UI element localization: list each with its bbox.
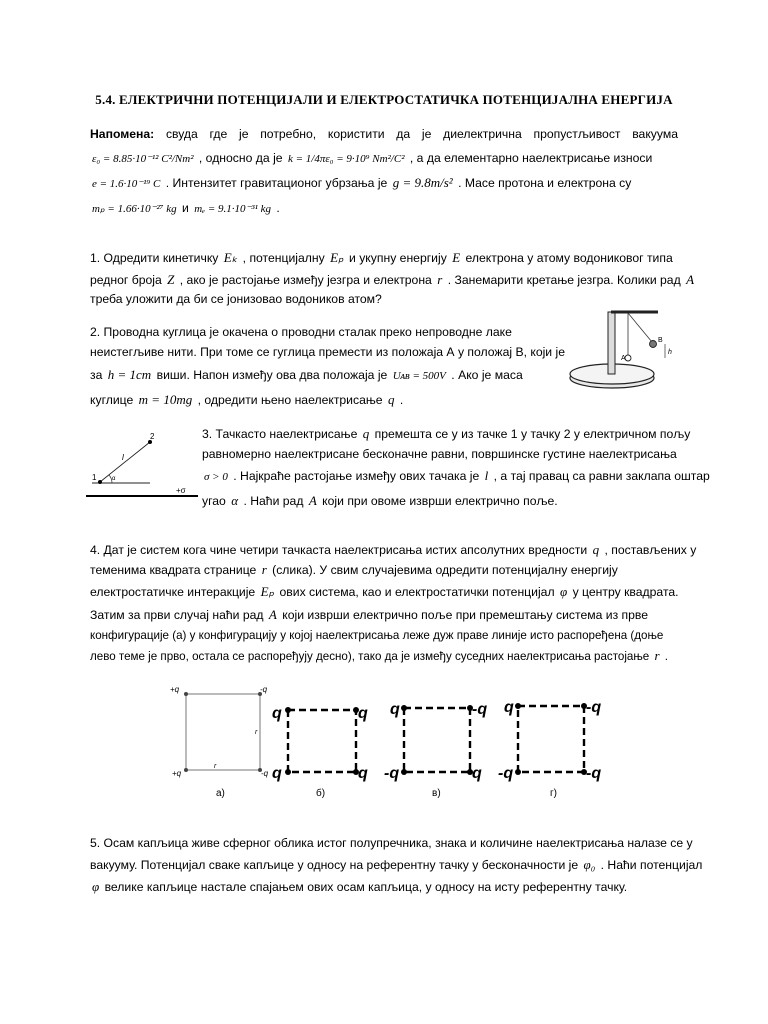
- square-v: [384, 701, 487, 799]
- svg-text:в): в): [432, 788, 441, 799]
- note-line-3: e = 1.6·10⁻¹⁹ C . Интензитет гравитационог убрзања је g = 9.8m/s² . Масе протона и електрона су: [92, 175, 632, 190]
- svg-text:-q: -q: [260, 685, 268, 694]
- note-line-4: mₚ = 1.66·10⁻²⁷ kg и mₑ = 9.1·10⁻³¹ kg .: [92, 201, 280, 215]
- problem-3: 3. Тачкасто наелектрисање q премешта се у из тачке 1 у тачку 2 у електричном пољу равномерно наелектрисане бесконачне равни, површинске густине наелектрисања σ > 0 . Најкраће растојање између ових тачака је l , а тај правац са равни заклапа оштар угао α . Наћи рад A који при овоме изврши електрично поље.: [202, 426, 710, 508]
- formula-g: g = 9.8m/s²: [392, 175, 453, 190]
- svg-text:q: q: [358, 705, 368, 722]
- formula-e: e = 1.6·10⁻¹⁹ C: [92, 178, 161, 190]
- square-a: [170, 685, 269, 799]
- svg-text:2: 2: [150, 432, 155, 441]
- svg-text:h: h: [668, 349, 672, 356]
- formula-epsilon: ε₀ = 8.85·10⁻¹² C²/Nm²: [92, 153, 194, 165]
- svg-text:l: l: [122, 453, 124, 462]
- formula-mp: mₚ = 1.66·10⁻²⁷ kg: [92, 203, 177, 215]
- svg-text:-q: -q: [472, 701, 488, 718]
- svg-text:а): а): [216, 788, 225, 799]
- svg-text:+q: +q: [172, 769, 182, 778]
- svg-text:-q: -q: [384, 765, 400, 782]
- svg-text:A: A: [621, 355, 626, 362]
- charged-plane-figure: [86, 428, 198, 500]
- charge-squares-figure: [160, 676, 610, 806]
- svg-text:б): б): [316, 788, 326, 799]
- note-paragraph: [90, 122, 678, 221]
- pendulum-figure: [566, 302, 686, 394]
- svg-text:-q: -q: [586, 699, 602, 716]
- note-line-1: Напомена: свуда где је потребно, користити да је диелектрична пропустљивост вакуума: [90, 127, 679, 141]
- svg-text:α: α: [112, 476, 116, 482]
- svg-text:q: q: [504, 699, 514, 716]
- formula-k: k = 1/4πε₀ = 9·10⁹ Nm²/C²: [287, 153, 405, 165]
- note-label: Напомена:: [90, 127, 155, 141]
- section-title: 5.4. ЕЛЕКТРИЧНИ ПОТЕНЦИЈАЛИ И ЕЛЕКТРОСТАТИЧКА ПОТЕНЦИЈАЛНА ЕНЕРГИЈА: [95, 92, 673, 107]
- svg-text:q: q: [358, 765, 368, 782]
- problem-4: 4. Дат је систем кога чине четири тачкаста наелектрисања истих апсолутних вредности q , постављених у теменима квадрата странице r (слика). У свим случајевима одредити потенцијалну енергију електростатичке интеракције Eₚ ових система, као и електростатички потенцијал φ у центру квадрата. Затим за први случај наћи рад A који изврши електрично поље при премештању система из прве конфигурације (а) у конфигурацију у којој наелектрисања леже дуж праве линије исто распоређена (доње лево теме је прво, остала се распоређују десно), тако да је између суседних наелектрисања растојање r .: [90, 542, 697, 663]
- svg-text:1: 1: [92, 473, 97, 482]
- formula-me: mₑ = 9.1·10⁻³¹ kg: [194, 203, 272, 215]
- svg-text:q: q: [272, 765, 282, 782]
- svg-text:q: q: [472, 765, 482, 782]
- problem-1: 1. Одредити кинетичку Eₖ , потенцијалну Eₚ и укупну енергију E електрона у атому водониковог типа редног броја Z , ако је растојање између језгра и електрона r . Занемарити кретање језгра. Колики рад A треба уложити да би се јонизовао водоников атом?: [90, 250, 695, 306]
- svg-text:B: B: [658, 337, 663, 344]
- svg-text:-q: -q: [586, 765, 602, 782]
- svg-text:-q: -q: [261, 769, 269, 778]
- note-line-2: ε₀ = 8.85·10⁻¹² C²/Nm² , односно да је k = 1/4πε₀ = 9·10⁹ Nm²/C² , а да елементарно наелектрисање износи: [92, 151, 653, 165]
- svg-text:+q: +q: [170, 685, 180, 694]
- svg-text:r: r: [255, 729, 258, 736]
- svg-text:-q: -q: [498, 765, 514, 782]
- svg-text:q: q: [390, 701, 400, 718]
- svg-text:+σ: +σ: [176, 486, 186, 495]
- svg-text:q: q: [272, 705, 282, 722]
- square-g: [498, 699, 601, 799]
- svg-text:г): г): [550, 788, 557, 799]
- square-b: [272, 705, 368, 799]
- problem-5: 5. Осам капљица живе сферног облика истог полупречника, знака и количине наелектрисања налазе се у вакууму. Потенцијал сваке капљице у односу на референтну тачку у бесконачности је φ₀ . Наћи потенцијал φ велике капљице настале спајањем ових осам капљица, у односу на исту референтну тачку.: [90, 836, 703, 894]
- problem-2: 2. Проводна куглица је окачена о проводни сталак преко непроводне лаке нeистегљиве нити. При томе се гуглица премести из положаја А у положај В, који је за h = 1cm виши. Напон између ова два положаја је Uᴀʙ = 500V . Ако је маса куглице m = 10mg , одредити њено наелектрисање q .: [90, 325, 565, 407]
- svg-text:r: r: [214, 763, 217, 770]
